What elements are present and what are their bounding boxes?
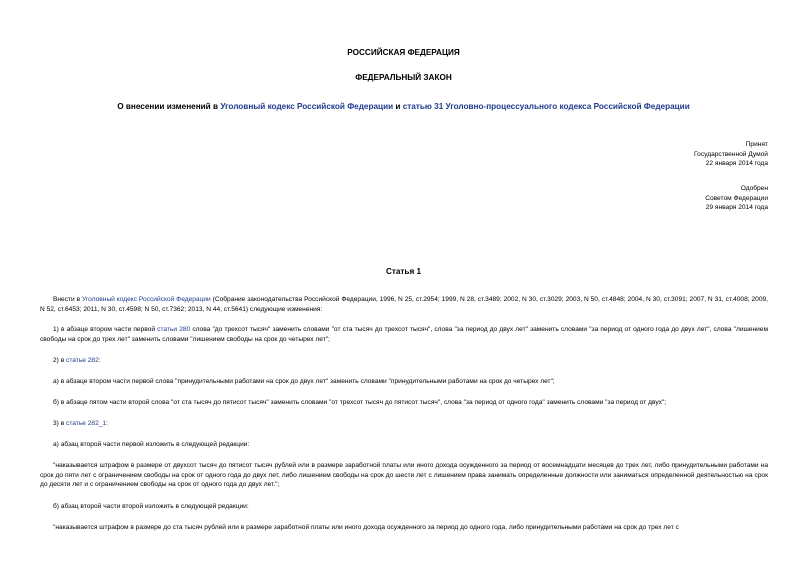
paragraph-quote-2: "наказывается штрафом в размере до ста тысяч рублей или в размере заработной платы или иного дохода осужденного за период до одного года, либо принудительными работами на срок до трех лет с: [53, 524, 679, 531]
approved-by: Советом Федерации: [705, 194, 768, 202]
paragraph-item-3b: б) абзац второй части второй изложить в следующей редакции:: [53, 503, 249, 510]
item-2-post: :: [98, 357, 101, 364]
approval-block: [568, 184, 768, 213]
adopted-by: Государственной Думой: [694, 150, 768, 158]
adoption-block: [568, 140, 768, 169]
paragraph-intro: [40, 295, 768, 314]
item-1-post: слова "до трехсот тысяч" заменить словами "от ста тысяч до трехсот тысяч", слова "за период до двух лет" заменить словами "за период от одного года до двух лет", слова "лишением свободы на срок до трех лет" заменить словами "лишением свободы на срок до четырех лет";: [40, 326, 768, 343]
paragraph-intro-pre: Внести в: [53, 296, 83, 303]
criminal-code-inline-link[interactable]: Уголовный кодекс Российской Федерации: [82, 296, 211, 303]
article-282-link[interactable]: статье 282: [66, 357, 99, 364]
criminal-procedure-code-link[interactable]: статью 31 Уголовно-процессуального кодекса Российской Федерации: [402, 102, 690, 111]
paragraph-item-3: [40, 419, 768, 429]
paragraph-quote-1: "наказывается штрафом в размере от двухсот тысяч до пятисот тысяч рублей или в размере заработной платы или иного дохода осужденного за период от восемнадцати месяцев до трех лет, либо принудительными работами на срок до пяти лет с ограничением свободы на срок от одного года до двух лет, либо лишением свободы на срок до шести лет с лишением права занимать определенные должности или заниматься определенной деятельностью на срок до десяти лет и с ограничением свободы на срок от одного года до двух лет.";: [40, 462, 768, 489]
law-title-pre: О внесении изменений в: [117, 102, 221, 111]
country-heading: РОССИЙСКАЯ ФЕДЕРАЦИЯ: [347, 48, 460, 57]
paragraph-intro-post: (Собрание законодательства Российской Федерации, 1996, N 25, ст.2954; 1999, N 28, ст.3489; 2002, N 30, ст.3029; 2003, N 50, ст.4848; 2004, N 30, ст.3091; 2007, N 31, ст.4008; 2009, N 52, ст.6453; 2011, N 30, ст.4598; N 50, ст.7362; 2013, N 44, ст.5641) следующие изменения:: [40, 296, 769, 313]
law-type-heading: ФЕДЕРАЛЬНЫЙ ЗАКОН: [355, 73, 452, 82]
article-280-link[interactable]: статьи 280: [157, 326, 191, 333]
criminal-code-link[interactable]: Уголовный кодекс Российской Федерации: [220, 102, 394, 111]
approved-date: 29 января 2014 года: [705, 204, 768, 212]
approved-label: Одобрен: [740, 185, 768, 192]
item-1-pre: 1) в абзаце втором части первой: [53, 326, 158, 333]
item-3-post: :: [106, 420, 108, 427]
law-title-mid: и: [393, 102, 403, 111]
paragraph-item-2: [40, 356, 768, 366]
adopted-label: Принят: [745, 141, 768, 148]
adopted-date: 22 января 2014 года: [705, 160, 768, 168]
article-282-1-link[interactable]: статье 282_1: [66, 420, 107, 427]
paragraph-item-1: [40, 325, 768, 344]
item-2-pre: 2) в: [53, 357, 67, 364]
law-title: [0, 101, 807, 113]
paragraph-item-2b: б) в абзаце пятом части второй слова "от ста тысяч до пятисот тысяч" заменить словами "от трехсот тысяч до пятисот тысяч", слова "за период от одного года" заменить словами "за период от двух";: [53, 399, 667, 406]
paragraph-item-2a: а) в абзаце втором части первой слова "принудительными работами на срок до двух лет" заменить словами "принудительными работами на срок до четырех лет";: [53, 378, 555, 385]
article-title: Статья 1: [385, 267, 422, 276]
item-3-pre: 3) в: [53, 420, 67, 427]
paragraph-item-3a: а) абзац второй части первой изложить в следующей редакции:: [53, 441, 250, 448]
